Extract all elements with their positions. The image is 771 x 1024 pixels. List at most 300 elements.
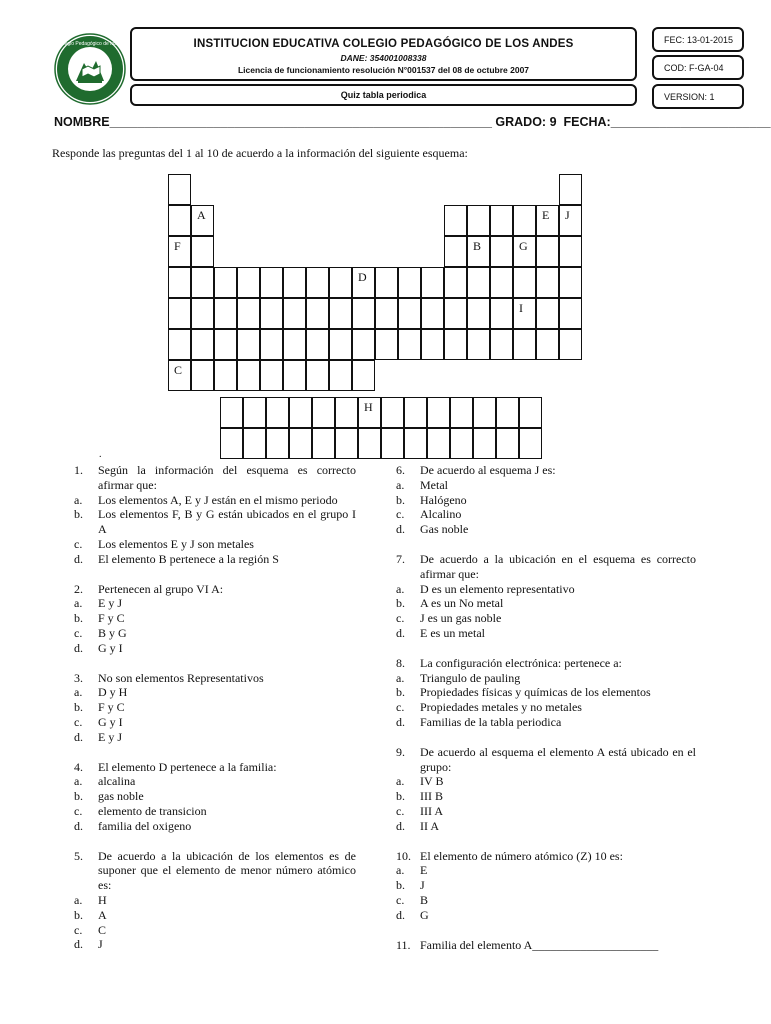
- table-cell: [559, 267, 582, 298]
- option-letter: d.: [74, 640, 83, 655]
- table-cell: [237, 267, 260, 298]
- element-cell-h: [358, 397, 381, 428]
- option-text: F y C: [98, 700, 125, 715]
- element-label-a: A: [197, 208, 206, 222]
- question-text: Familia del elemento A_____________________: [420, 937, 659, 952]
- option-letter: c.: [74, 922, 83, 937]
- question-text: Según la información del esquema es correcto afirmar que:: [98, 463, 356, 492]
- answer-option[interactable]: [74, 893, 356, 908]
- table-cell: [427, 428, 450, 459]
- option-text: Los elementos F, B y G están ubicados en el grupo I A: [98, 507, 356, 537]
- table-cell: [260, 360, 283, 391]
- table-cell: [490, 205, 513, 236]
- answer-option[interactable]: [396, 819, 696, 834]
- answer-option[interactable]: [396, 789, 696, 804]
- table-cell: [496, 428, 519, 459]
- answer-option[interactable]: [396, 582, 696, 597]
- option-letter: c.: [396, 803, 405, 818]
- option-letter: d.: [74, 729, 83, 744]
- option-text: Metal: [420, 477, 448, 492]
- answer-option[interactable]: [74, 774, 356, 789]
- table-cell: [214, 298, 237, 329]
- question-text: De acuerdo a la ubicación de los elementos es de suponer que el elemento de menor número atómico es:: [98, 848, 356, 893]
- option-text: C: [98, 922, 107, 937]
- table-cell: [306, 360, 329, 391]
- question-number: 2.: [74, 581, 83, 596]
- table-cell: [427, 397, 450, 428]
- element-label-h: H: [364, 400, 373, 414]
- fec-box: [652, 27, 744, 52]
- table-cell: [444, 236, 467, 267]
- table-cell: [421, 329, 444, 360]
- question-number: 6.: [396, 463, 405, 477]
- table-cell: [214, 267, 237, 298]
- table-cell: [168, 298, 191, 329]
- element-label-e: E: [542, 208, 550, 222]
- answer-option[interactable]: [396, 596, 696, 611]
- element-label-g: G: [519, 239, 528, 253]
- cod-text: COD: F-GA-04: [664, 63, 724, 73]
- answer-option[interactable]: [74, 730, 356, 745]
- option-text: E: [420, 863, 428, 878]
- option-letter: c.: [396, 892, 405, 907]
- table-cell: [444, 205, 467, 236]
- question-number: 8.: [396, 655, 405, 670]
- answer-option[interactable]: [396, 774, 696, 789]
- table-cell: [381, 397, 404, 428]
- option-text: J: [98, 937, 103, 952]
- option-text: G y I: [98, 640, 123, 655]
- option-text: F y C: [98, 611, 125, 626]
- table-cell: [329, 298, 352, 329]
- table-cell: [467, 298, 490, 329]
- table-cell: [490, 298, 513, 329]
- table-cell: [329, 267, 352, 298]
- option-text: E y J: [98, 596, 122, 611]
- nombre-label: NOMBRE: [54, 115, 110, 129]
- answer-option[interactable]: [74, 819, 356, 834]
- table-cell: [467, 267, 490, 298]
- option-letter: d.: [396, 522, 405, 537]
- option-text: II A: [420, 818, 439, 833]
- logo-text: I.E. Colegio Pedagógico de los Andes: [48, 41, 132, 47]
- option-letter: b.: [74, 700, 83, 715]
- table-cell: [191, 267, 214, 298]
- answer-option[interactable]: [396, 700, 696, 715]
- question-number: 7.: [396, 551, 405, 566]
- header-main-box: [130, 27, 637, 81]
- table-cell: [220, 428, 243, 459]
- option-letter: c.: [396, 507, 405, 522]
- answer-option[interactable]: [396, 804, 696, 819]
- table-cell: [513, 329, 536, 360]
- table-cell: [490, 267, 513, 298]
- table-cell: [398, 298, 421, 329]
- table-cell: [490, 236, 513, 267]
- version-text: VERSION: 1: [664, 92, 715, 102]
- table-cell: [358, 428, 381, 459]
- answer-option[interactable]: [396, 507, 696, 522]
- question-title: [74, 671, 356, 686]
- table-cell: [283, 329, 306, 360]
- option-letter: a.: [74, 892, 83, 907]
- question-2: [74, 582, 356, 656]
- option-text: J: [420, 878, 425, 893]
- table-cell: [559, 298, 582, 329]
- answer-option[interactable]: [396, 893, 696, 908]
- question-text: El elemento de número atómico (Z) 10 es:: [420, 848, 623, 863]
- option-text: H: [98, 892, 107, 907]
- question-title: [396, 656, 696, 671]
- table-cell: [450, 428, 473, 459]
- table-cell: [335, 397, 358, 428]
- table-cell: [168, 267, 191, 298]
- element-cell-c: [168, 360, 191, 391]
- option-letter: d.: [396, 907, 405, 922]
- question-11: [396, 938, 696, 953]
- fecha-label: FECHA:: [563, 115, 611, 129]
- table-cell: [496, 397, 519, 428]
- question-6: [396, 463, 696, 537]
- question-5: [74, 849, 356, 953]
- option-letter: b.: [396, 492, 405, 507]
- table-cell: [467, 205, 490, 236]
- option-letter: c.: [74, 536, 83, 551]
- answer-option[interactable]: [74, 700, 356, 715]
- dane-code: DANE: 354001008338: [340, 53, 427, 63]
- question-4: [74, 760, 356, 834]
- table-cell: [513, 205, 536, 236]
- option-text: D y H: [98, 685, 128, 700]
- instructions: Responde las preguntas del 1 al 10 de acuerdo a la información del siguiente esquema:: [52, 146, 468, 160]
- table-cell: [490, 329, 513, 360]
- question-title: [74, 849, 356, 893]
- answer-option[interactable]: [74, 715, 356, 730]
- option-text: G y I: [98, 714, 123, 729]
- question-number: 10.: [396, 848, 411, 863]
- question-title: [396, 745, 696, 775]
- table-cell: [352, 298, 375, 329]
- option-text: familia del oxigeno: [98, 818, 192, 833]
- question-text: La configuración electrónica: pertenece a:: [420, 655, 622, 670]
- institution-name: INSTITUCION EDUCATIVA COLEGIO PEDAGÓGICO DE LOS ANDES: [193, 38, 574, 50]
- answer-option[interactable]: [396, 685, 696, 700]
- element-label-j: J: [565, 208, 570, 222]
- quiz-title: Quiz tabla periodica: [340, 90, 427, 100]
- element-label-i: I: [519, 301, 523, 315]
- table-cell: [329, 360, 352, 391]
- table-cell: [283, 298, 306, 329]
- table-cell: [237, 360, 260, 391]
- element-label-b: B: [473, 239, 482, 253]
- table-cell: [214, 360, 237, 391]
- answer-option[interactable]: [396, 493, 696, 508]
- answer-option[interactable]: [74, 789, 356, 804]
- cod-box: [652, 55, 744, 80]
- answer-option[interactable]: [74, 626, 356, 641]
- student-line: [54, 115, 771, 129]
- version-box: [652, 84, 744, 109]
- question-number: 5.: [74, 848, 83, 863]
- question-8: [396, 656, 696, 730]
- table-cell: [260, 298, 283, 329]
- table-cell: [243, 428, 266, 459]
- option-letter: d.: [74, 551, 83, 566]
- question-text: Pertenecen al grupo VI A:: [98, 581, 224, 596]
- option-letter: a.: [396, 670, 405, 685]
- question-number: 4.: [74, 759, 83, 774]
- question-text: No son elementos Representativos: [98, 670, 264, 685]
- table-cell: [352, 329, 375, 360]
- option-letter: a.: [74, 685, 83, 700]
- answer-option[interactable]: [74, 685, 356, 700]
- option-letter: b.: [396, 878, 405, 893]
- table-cell: [559, 236, 582, 267]
- table-cell: [375, 298, 398, 329]
- table-cell: [473, 428, 496, 459]
- table-cell: [450, 397, 473, 428]
- grado-label: GRADO: 9: [495, 115, 557, 129]
- answer-option[interactable]: [74, 923, 356, 938]
- table-cell: [191, 329, 214, 360]
- option-letter: b.: [396, 789, 405, 804]
- option-text: E y J: [98, 729, 122, 744]
- table-cell: [283, 360, 306, 391]
- option-letter: a.: [74, 596, 83, 611]
- table-cell: [191, 236, 214, 267]
- quiz-title-box: [130, 84, 637, 106]
- questions-left-column: [74, 463, 356, 967]
- option-letter: a.: [396, 774, 405, 789]
- option-letter: b.: [74, 507, 83, 522]
- table-cell: [352, 360, 375, 391]
- option-letter: d.: [74, 818, 83, 833]
- option-text: B y G: [98, 625, 127, 640]
- table-cell: [214, 329, 237, 360]
- table-cell: [398, 267, 421, 298]
- option-text: Propiedades metales y no metales: [420, 700, 582, 715]
- table-cell: [312, 397, 335, 428]
- table-cell: [220, 397, 243, 428]
- answer-option[interactable]: [74, 493, 356, 508]
- element-cell-d: [352, 267, 375, 298]
- answer-option[interactable]: [74, 908, 356, 923]
- answer-option[interactable]: [396, 908, 696, 923]
- table-cell: [473, 397, 496, 428]
- table-cell: [404, 428, 427, 459]
- option-text: A: [98, 907, 107, 922]
- table-cell: [421, 298, 444, 329]
- questions-right-column: [396, 463, 696, 967]
- question-title: [74, 760, 356, 775]
- answer-option[interactable]: [74, 552, 356, 567]
- question-text: De acuerdo al esquema el elemento A está ubicado en el grupo:: [420, 744, 696, 774]
- answer-option[interactable]: [74, 641, 356, 656]
- option-text: Halógeno: [420, 492, 467, 507]
- question-number: 1.: [74, 463, 83, 477]
- option-letter: d.: [396, 714, 405, 729]
- table-cell: [381, 428, 404, 459]
- option-text: G: [420, 907, 429, 922]
- question-number: 11.: [396, 937, 411, 952]
- option-letter: c.: [74, 625, 83, 640]
- element-label-f: F: [174, 239, 181, 253]
- table-cell: [444, 298, 467, 329]
- option-text: gas noble: [98, 789, 144, 804]
- option-text: Triangulo de pauling: [420, 670, 521, 685]
- question-number: 9.: [396, 744, 405, 759]
- question-10: [396, 849, 696, 923]
- option-letter: a.: [396, 863, 405, 878]
- question-number: 3.: [74, 670, 83, 685]
- table-cell: [260, 267, 283, 298]
- option-letter: b.: [74, 907, 83, 922]
- table-cell: [444, 329, 467, 360]
- answer-option[interactable]: [396, 522, 696, 537]
- answer-option[interactable]: [396, 626, 696, 641]
- element-cell-i: [513, 298, 536, 329]
- element-label-d: D: [358, 270, 367, 284]
- option-letter: d.: [396, 818, 405, 833]
- element-cell-f: [168, 236, 191, 267]
- option-letter: b.: [74, 611, 83, 626]
- question-title: [396, 938, 696, 953]
- answer-option[interactable]: [396, 715, 696, 730]
- answer-option[interactable]: [74, 611, 356, 626]
- table-cell: [289, 428, 312, 459]
- option-letter: b.: [74, 789, 83, 804]
- answer-option[interactable]: [396, 478, 696, 493]
- element-cell-b: [467, 236, 490, 267]
- table-cell: [168, 329, 191, 360]
- table-cell: [243, 397, 266, 428]
- option-text: B: [420, 892, 429, 907]
- table-cell: [266, 428, 289, 459]
- table-cell: [312, 428, 335, 459]
- table-cell: [404, 397, 427, 428]
- option-letter: c.: [396, 611, 405, 626]
- element-cell-g: [513, 236, 536, 267]
- element-cell-j: [559, 205, 582, 236]
- table-cell: [467, 329, 490, 360]
- answer-option[interactable]: [74, 937, 356, 952]
- table-cell: [375, 267, 398, 298]
- school-logo: [48, 33, 132, 105]
- element-cell-a: [191, 205, 214, 236]
- table-cell: [536, 298, 559, 329]
- question-7: [396, 552, 696, 641]
- answer-option[interactable]: [74, 507, 356, 537]
- option-text: E es un metal: [420, 625, 485, 640]
- option-text: III A: [420, 803, 443, 818]
- table-cell: [513, 267, 536, 298]
- option-text: Familias de la tabla periodica: [420, 714, 562, 729]
- question-9: [396, 745, 696, 834]
- table-cell: [519, 428, 542, 459]
- option-text: Alcalino: [420, 507, 462, 522]
- fecha-blank[interactable]: _______________________: [610, 115, 771, 129]
- table-cell: [283, 267, 306, 298]
- option-text: J es un gas noble: [420, 611, 502, 626]
- question-title: [74, 463, 356, 493]
- question-3: [74, 671, 356, 745]
- table-cell: [306, 329, 329, 360]
- option-letter: c.: [74, 803, 83, 818]
- table-cell: [168, 174, 191, 205]
- table-cell: [559, 329, 582, 360]
- question-text: De acuerdo al esquema J es:: [420, 463, 556, 477]
- answer-option[interactable]: [396, 611, 696, 626]
- table-cell: [421, 267, 444, 298]
- answer-option[interactable]: [396, 863, 696, 878]
- table-cell: [559, 174, 582, 205]
- question-title: [396, 552, 696, 582]
- option-letter: a.: [74, 492, 83, 507]
- answer-option[interactable]: [74, 596, 356, 611]
- table-cell: [306, 267, 329, 298]
- element-cell-e: [536, 205, 559, 236]
- question-title: [396, 463, 696, 478]
- license-text: Licencia de funcionamiento resolución N°001537 del 08 de octubre 2007: [237, 65, 530, 75]
- fec-text: FEC: 13-01-2015: [664, 35, 734, 45]
- option-text: alcalina: [98, 774, 136, 789]
- answer-option[interactable]: [396, 878, 696, 893]
- question-text: De acuerdo a la ubicación en el esquema es correcto afirmar que:: [420, 551, 696, 581]
- table-cell: [375, 329, 398, 360]
- answer-option[interactable]: [74, 804, 356, 819]
- answer-option[interactable]: [396, 671, 696, 686]
- option-text: El elemento B pertenece a la región S: [98, 551, 279, 566]
- table-cell: [536, 329, 559, 360]
- table-cell: [237, 298, 260, 329]
- stray-dot: .: [99, 449, 102, 460]
- option-letter: a.: [396, 477, 405, 492]
- table-cell: [260, 329, 283, 360]
- option-text: Gas noble: [420, 522, 469, 537]
- element-label-c: C: [174, 363, 183, 377]
- option-letter: c.: [74, 714, 83, 729]
- table-cell: [335, 428, 358, 459]
- table-cell: [266, 397, 289, 428]
- answer-option[interactable]: [74, 537, 356, 552]
- option-text: Los elementos A, E y J están en el mismo periodo: [98, 492, 338, 507]
- option-letter: d.: [396, 625, 405, 640]
- option-letter: a.: [396, 581, 405, 596]
- nombre-blank[interactable]: _______________________________________________________: [109, 115, 492, 129]
- table-cell: [329, 329, 352, 360]
- option-text: Propiedades físicas y químicas de los elementos: [420, 685, 651, 700]
- option-letter: d.: [74, 937, 83, 952]
- question-title: [396, 849, 696, 864]
- table-cell: [191, 298, 214, 329]
- option-letter: b.: [396, 685, 405, 700]
- table-cell: [444, 267, 467, 298]
- option-text: IV B: [420, 774, 444, 789]
- option-letter: b.: [396, 596, 405, 611]
- table-cell: [289, 397, 312, 428]
- question-1: [74, 463, 356, 567]
- option-text: A es un No metal: [420, 596, 504, 611]
- option-letter: a.: [74, 774, 83, 789]
- table-cell: [306, 298, 329, 329]
- question-text: El elemento D pertenece a la familia:: [98, 759, 277, 774]
- option-text: D es un elemento representativo: [420, 581, 575, 596]
- option-text: elemento de transicion: [98, 803, 207, 818]
- option-letter: c.: [396, 700, 405, 715]
- question-title: [74, 582, 356, 597]
- table-cell: [536, 267, 559, 298]
- table-cell: [237, 329, 260, 360]
